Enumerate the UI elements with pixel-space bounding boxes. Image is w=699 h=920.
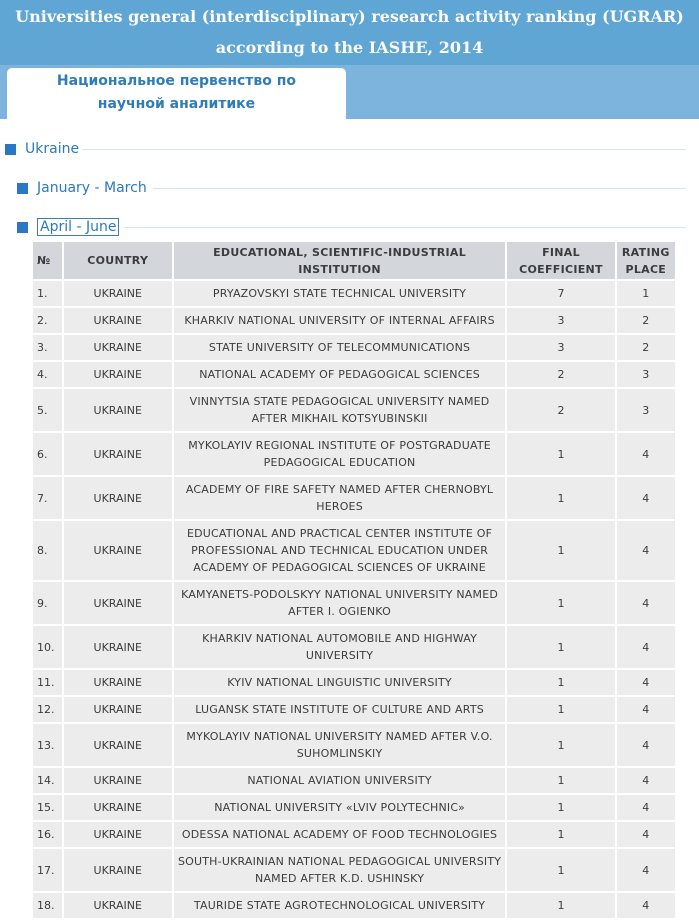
cell-number: 17. — [33, 849, 62, 891]
cell-number: 18. — [33, 893, 62, 918]
cell-final-coefficient: 7 — [507, 281, 614, 306]
accordion-january-march[interactable] — [17, 178, 686, 198]
cell-rating-place: 4 — [617, 697, 675, 722]
cell-institution: MYKOLAYIV REGIONAL INSTITUTE OF POSTGRADUATE PEDAGOGICAL EDUCATION — [174, 433, 506, 475]
accordion-april-june[interactable] — [17, 217, 686, 237]
cell-rating-place: 4 — [617, 768, 675, 793]
header-final-coefficient: FINAL COEFFICIENT — [507, 242, 614, 279]
cell-country: UKRAINE — [64, 433, 172, 475]
cell-country: UKRAINE — [64, 724, 172, 766]
square-bullet-icon — [17, 183, 28, 194]
cell-number: 12. — [33, 697, 62, 722]
cell-institution: NATIONAL ACADEMY OF PEDAGOGICAL SCIENCES — [174, 362, 506, 387]
table-row — [33, 670, 675, 695]
table-row — [33, 477, 675, 519]
cell-number: 6. — [33, 433, 62, 475]
cell-country: UKRAINE — [64, 697, 172, 722]
header-number: № — [33, 242, 62, 279]
accordion-ukraine[interactable] — [5, 139, 686, 159]
header-country: COUNTRY — [64, 242, 172, 279]
table-header-row — [33, 242, 675, 279]
cell-rating-place: 4 — [617, 521, 675, 580]
cell-country: UKRAINE — [64, 362, 172, 387]
cell-number: 1. — [33, 281, 62, 306]
table-row — [33, 795, 675, 820]
accordion-label: Ukraine — [25, 141, 80, 157]
cell-rating-place: 4 — [617, 849, 675, 891]
cell-final-coefficient: 1 — [507, 670, 614, 695]
header-institution: EDUCATIONAL, SCIENTIFIC-INDUSTRIAL INSTITUTION — [174, 242, 506, 279]
cell-number: 11. — [33, 670, 62, 695]
cell-institution: SOUTH-UKRAINIAN NATIONAL PEDAGOGICAL UNIVERSITY NAMED AFTER K.D. USHINSKY — [174, 849, 506, 891]
cell-number: 7. — [33, 477, 62, 519]
cell-final-coefficient: 1 — [507, 795, 614, 820]
table-row — [33, 433, 675, 475]
square-bullet-icon — [17, 222, 28, 233]
table-row — [33, 335, 675, 360]
cell-country: UKRAINE — [64, 626, 172, 668]
table-row — [33, 362, 675, 387]
cell-institution: ODESSA NATIONAL ACADEMY OF FOOD TECHNOLOGIES — [174, 822, 506, 847]
cell-rating-place: 4 — [617, 433, 675, 475]
cell-number: 15. — [33, 795, 62, 820]
cell-final-coefficient: 1 — [507, 724, 614, 766]
table-row — [33, 389, 675, 431]
cell-number: 4. — [33, 362, 62, 387]
cell-institution: KHARKIV NATIONAL AUTOMOBILE AND HIGHWAY UNIVERSITY — [174, 626, 506, 668]
cell-institution: KYIV NATIONAL LINGUISTIC UNIVERSITY — [174, 670, 506, 695]
cell-number: 14. — [33, 768, 62, 793]
table-row — [33, 724, 675, 766]
cell-final-coefficient: 1 — [507, 477, 614, 519]
cell-final-coefficient: 1 — [507, 433, 614, 475]
cell-final-coefficient: 3 — [507, 335, 614, 360]
cell-country: UKRAINE — [64, 795, 172, 820]
cell-number: 10. — [33, 626, 62, 668]
cell-institution: NATIONAL AVIATION UNIVERSITY — [174, 768, 506, 793]
divider — [82, 149, 686, 150]
cell-number: 9. — [33, 582, 62, 624]
cell-final-coefficient: 2 — [507, 362, 614, 387]
accordion-label: January - March — [37, 180, 147, 196]
cell-institution: ACADEMY OF FIRE SAFETY NAMED AFTER CHERNOBYL HEROES — [174, 477, 506, 519]
cell-number: 16. — [33, 822, 62, 847]
cell-rating-place: 4 — [617, 822, 675, 847]
cell-rating-place: 4 — [617, 477, 675, 519]
table-row — [33, 697, 675, 722]
cell-rating-place: 3 — [617, 389, 675, 431]
cell-final-coefficient: 1 — [507, 626, 614, 668]
tab-label-line2: научной аналитике — [97, 96, 256, 112]
cell-country: UKRAINE — [64, 308, 172, 333]
cell-country: UKRAINE — [64, 335, 172, 360]
cell-number: 8. — [33, 521, 62, 580]
cell-final-coefficient: 1 — [507, 893, 614, 918]
cell-country: UKRAINE — [64, 849, 172, 891]
table-row — [33, 893, 675, 918]
cell-institution: VINNYTSIA STATE PEDAGOGICAL UNIVERSITY NAMED AFTER MIKHAIL KOTSYUBINSKII — [174, 389, 506, 431]
cell-country: UKRAINE — [64, 281, 172, 306]
table-body — [33, 281, 675, 918]
table-row — [33, 308, 675, 333]
cell-country: UKRAINE — [64, 477, 172, 519]
cell-rating-place: 3 — [617, 362, 675, 387]
cell-institution: STATE UNIVERSITY OF TELECOMMUNICATIONS — [174, 335, 506, 360]
cell-rating-place: 4 — [617, 582, 675, 624]
table-row — [33, 626, 675, 668]
cell-country: UKRAINE — [64, 893, 172, 918]
cell-institution: LUGANSK STATE INSTITUTE OF CULTURE AND ARTS — [174, 697, 506, 722]
cell-final-coefficient: 1 — [507, 768, 614, 793]
table-row — [33, 521, 675, 580]
cell-institution: KAMYANETS-PODOLSKYY NATIONAL UNIVERSITY NAMED AFTER I. OGIENKO — [174, 582, 506, 624]
ranking-table — [31, 240, 677, 920]
cell-final-coefficient: 1 — [507, 849, 614, 891]
page-title-line1: Universities general (interdisciplinary) research activity ranking (UGRAR) — [15, 7, 684, 26]
cell-country: UKRAINE — [64, 582, 172, 624]
accordion-label: April - June — [37, 218, 119, 236]
tab-label-line1: Национальное первенство по — [56, 73, 297, 89]
cell-rating-place: 4 — [617, 626, 675, 668]
cell-rating-place: 4 — [617, 724, 675, 766]
cell-institution: KHARKIV NATIONAL UNIVERSITY OF INTERNAL AFFAIRS — [174, 308, 506, 333]
cell-number: 5. — [33, 389, 62, 431]
cell-country: UKRAINE — [64, 670, 172, 695]
cell-rating-place: 4 — [617, 893, 675, 918]
cell-country: UKRAINE — [64, 822, 172, 847]
cell-final-coefficient: 1 — [507, 822, 614, 847]
divider — [125, 227, 686, 228]
cell-institution: TAURIDE STATE AGROTECHNOLOGICAL UNIVERSITY — [174, 893, 506, 918]
table-row — [33, 582, 675, 624]
cell-rating-place: 2 — [617, 308, 675, 333]
square-bullet-icon — [5, 144, 16, 155]
cell-rating-place: 1 — [617, 281, 675, 306]
cell-institution: MYKOLAYIV NATIONAL UNIVERSITY NAMED AFTER V.O. SUHOMLINSKIY — [174, 724, 506, 766]
cell-final-coefficient: 1 — [507, 582, 614, 624]
cell-number: 13. — [33, 724, 62, 766]
cell-rating-place: 4 — [617, 670, 675, 695]
tab-national-championship[interactable] — [7, 68, 346, 119]
page-title-line2: according to the IASHE, 2014 — [215, 38, 484, 57]
divider — [153, 188, 686, 189]
cell-institution: NATIONAL UNIVERSITY «LVIV POLYTECHNIC» — [174, 795, 506, 820]
table-row — [33, 822, 675, 847]
cell-country: UKRAINE — [64, 521, 172, 580]
cell-final-coefficient: 2 — [507, 389, 614, 431]
cell-final-coefficient: 1 — [507, 697, 614, 722]
cell-institution: PRYAZOVSKYI STATE TECHNICAL UNIVERSITY — [174, 281, 506, 306]
cell-number: 2. — [33, 308, 62, 333]
table-row — [33, 768, 675, 793]
cell-final-coefficient: 1 — [507, 521, 614, 580]
cell-rating-place: 4 — [617, 795, 675, 820]
table-row — [33, 281, 675, 306]
cell-country: UKRAINE — [64, 768, 172, 793]
cell-institution: EDUCATIONAL AND PRACTICAL CENTER INSTITUTE OF PROFESSIONAL AND TECHNICAL EDUCATION UNDER ACADEMY OF PEDAGOGICAL SCIENCES OF UKRAINE — [174, 521, 506, 580]
cell-country: UKRAINE — [64, 389, 172, 431]
tab-bar — [0, 65, 699, 119]
table-row — [33, 849, 675, 891]
cell-final-coefficient: 3 — [507, 308, 614, 333]
page-header — [0, 0, 699, 66]
header-rating-place: RATING PLACE — [617, 242, 675, 279]
cell-number: 3. — [33, 335, 62, 360]
cell-rating-place: 2 — [617, 335, 675, 360]
